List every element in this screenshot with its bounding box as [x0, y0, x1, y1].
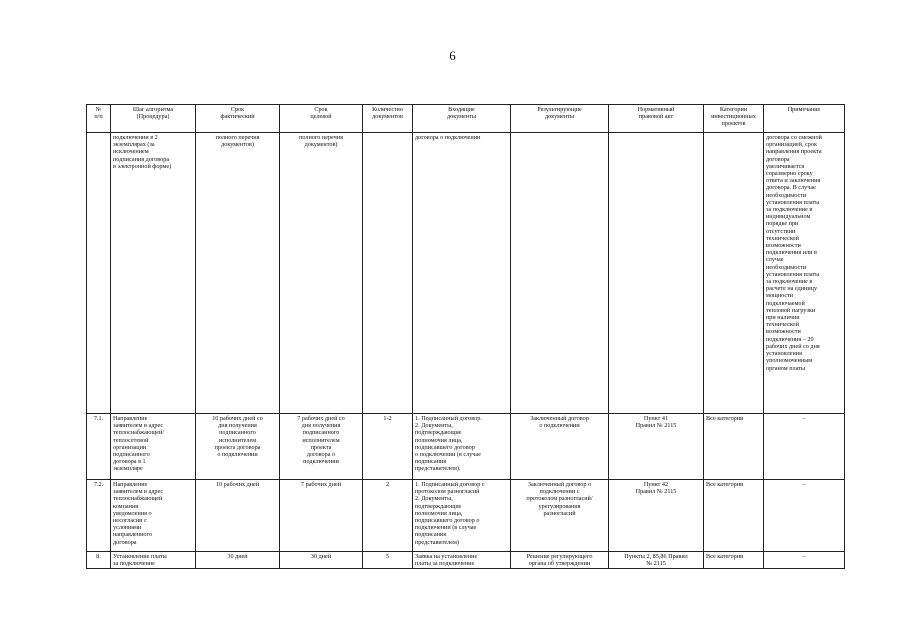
cell-fact-term: 30 дней	[196, 552, 280, 569]
cell-result-docs: Заключенный договор о подключении	[511, 414, 609, 480]
cell-result-docs: Решение регулирующего органа об утверждении	[511, 552, 609, 569]
cell-fact-term: 10 рабочих дней со дня получения подписанного исполнителем проекта договора о подключении	[196, 414, 280, 480]
procedure-table	[86, 104, 845, 569]
cell-target-term: полного перечня документов)	[280, 133, 363, 414]
header-note: Примечание	[764, 105, 845, 133]
cell-note: договора со смежной организацией, срок направления проекта договора увеличивается соразмерно сроку ответа и заключения договора. В случае необходимости установления платы за подключение в индивидуальном порядке при отсутствии технической возможности подключения или в случае необходимости установления платы за подключение в расчете на единицу мощности подключаемой тепловой нагрузки при наличии технической возможности подключения – 20 рабочих дней со дня установления уполномоченным органом платы	[764, 133, 845, 414]
cell-input-docs: 1. Подписанный договор с протоколом разногласий 2. Документы, подтверждающие полномочия лица, подписавшего договор о подключении (в случае подписания представителем)	[413, 480, 511, 552]
page-number: 6	[449, 48, 456, 63]
cell-num: 7.1.	[87, 414, 111, 480]
cell-note: –	[764, 414, 845, 480]
cell-doc-count: 2	[363, 480, 413, 552]
header-legal-act: Нормативный правовой акт	[609, 105, 704, 133]
cell-result-docs	[511, 133, 609, 414]
header-doc-count: Количество документов	[363, 105, 413, 133]
header-target-term: Срок целевой	[280, 105, 363, 133]
cell-target-term: 30 дней	[280, 552, 363, 569]
cell-input-docs: 1. Подписанный договор. 2. Документы, подтверждающие полномочия лица, подписавшего договор о подключении (в случае подписания представителем).	[413, 414, 511, 480]
cell-category: Все категории	[704, 414, 764, 480]
cell-legal-act	[609, 133, 704, 414]
cell-target-term: 7 рабочих дней	[280, 480, 363, 552]
cell-legal-act: Пункт 41 Правил № 2115	[609, 414, 704, 480]
table-row	[87, 552, 845, 569]
header-step: Шаг алгоритма (Процедура)	[111, 105, 196, 133]
cell-doc-count: 5	[363, 552, 413, 569]
header-result-docs: Результирующие документы	[511, 105, 609, 133]
header-fact-term: Срок фактический	[196, 105, 280, 133]
table-row	[87, 480, 845, 552]
header-category: Категории инвестиционных проектов	[704, 105, 764, 133]
cell-step: Направление заявителем в адрес теплоснабжающей компании уведомления о несогласии с условиями направленного договора	[111, 480, 196, 552]
table-row	[87, 133, 845, 414]
table-header-row	[87, 105, 845, 133]
cell-category	[704, 133, 764, 414]
cell-category: Все категории	[704, 552, 764, 569]
cell-target-term: 7 рабочих дней со дня получения подписанного исполнителем проекта договора о подключении	[280, 414, 363, 480]
cell-note: –	[764, 480, 845, 552]
cell-input-docs: договора о подключении	[413, 133, 511, 414]
cell-step: Направление заявителем в адрес теплоснабжающей/ теплосетевой организации подписанного договора в 1 экземпляре	[111, 414, 196, 480]
cell-doc-count: 1-2	[363, 414, 413, 480]
cell-fact-term: полного перечня документов)	[196, 133, 280, 414]
cell-doc-count	[363, 133, 413, 414]
cell-num: 7.2.	[87, 480, 111, 552]
cell-category: Все категории	[704, 480, 764, 552]
cell-num	[87, 133, 111, 414]
header-input-docs: Входящие документы	[413, 105, 511, 133]
cell-input-docs: Заявка на установление платы за подключение	[413, 552, 511, 569]
cell-step: Установление платы за подключение	[111, 552, 196, 569]
cell-legal-act: Пункт 42 Правил № 2115	[609, 480, 704, 552]
cell-fact-term: 10 рабочих дней	[196, 480, 280, 552]
cell-legal-act: Пункты 2, 85,86 Правил № 2115	[609, 552, 704, 569]
header-num: № п/п	[87, 105, 111, 133]
cell-result-docs: Заключенный договор о подключении с протоколом разногласий/ урегулирования разногласий	[511, 480, 609, 552]
table-row	[87, 414, 845, 480]
cell-note: –	[764, 552, 845, 569]
cell-num: 8.	[87, 552, 111, 569]
cell-step: подключении в 2 экземплярах (за исключением подписания договора в электронной форме)	[111, 133, 196, 414]
